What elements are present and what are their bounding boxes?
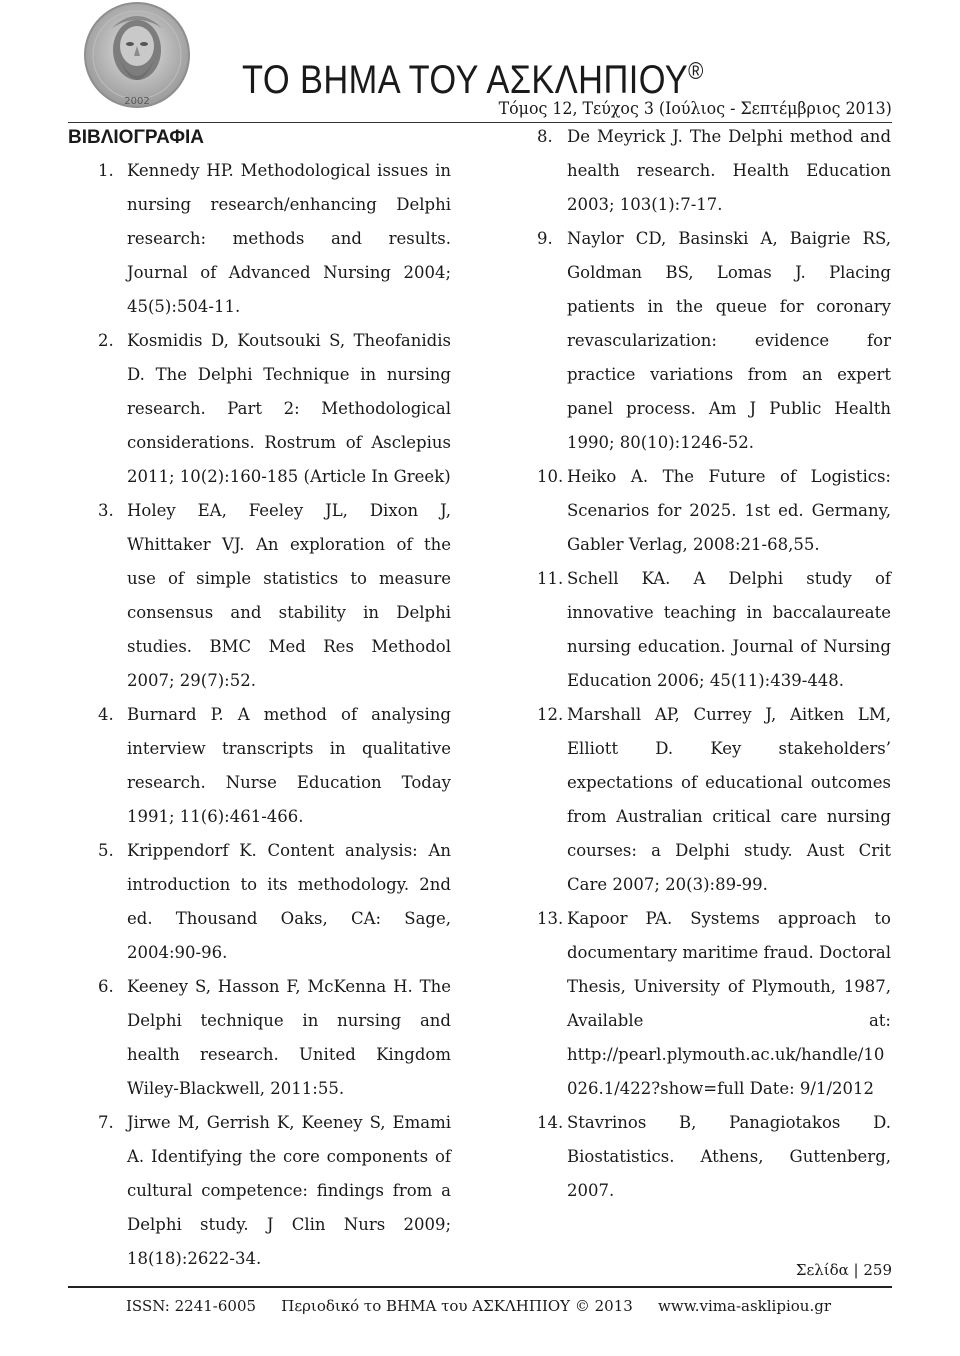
- reference-number: 5.: [98, 841, 114, 860]
- reference-item: [508, 222, 891, 460]
- reference-text: Burnard P. A method of analysing interview transcripts in qualitative research. Nurse Education Today 1991; 11(6):461-466.: [127, 705, 451, 826]
- reference-item: [68, 970, 451, 1106]
- reference-item: [508, 562, 891, 698]
- footer: [126, 1294, 831, 1318]
- reference-text: Krippendorf K. Content analysis: An introduction to its methodology. 2nd ed. Thousand Oaks, CA: Sage, 2004:90-96.: [127, 841, 451, 962]
- logo-year: 2002: [124, 96, 150, 107]
- reference-item: [508, 1106, 891, 1208]
- reference-number: 14.: [537, 1113, 564, 1132]
- reference-text: Holey EA, Feeley JL, Dixon J, Whittaker VJ. An exploration of the use of simple statistics to measure consensus and stability in Delphi studies. BMC Med Res Methodol 2007; 29(7):52.: [127, 501, 451, 690]
- footer-journal: Περιοδικό το ΒΗΜΑ του ΑΣΚΛΗΠΙΟΥ © 2013: [281, 1297, 633, 1315]
- reference-number: 12.: [537, 705, 564, 724]
- reference-text: Naylor CD, Basinski A, Baigrie RS, Goldman BS, Lomas J. Placing patients in the queue for coronary revascularization: evidence for practice variations from an expert panel process. Am J Public Health 1990; 80(10):1246-52.: [567, 229, 891, 452]
- reference-number: 1.: [98, 161, 114, 180]
- reference-number: 4.: [98, 705, 114, 724]
- asclepius-bust-logo: [72, 0, 202, 118]
- reference-text: Schell KA. A Delphi study of innovative teaching in baccalaureate nursing education. Journal of Nursing Education 2006; 45(11):439-448.: [567, 569, 891, 690]
- reference-number: 10.: [537, 467, 564, 486]
- reference-number: 8.: [537, 127, 553, 146]
- journal-title-text: ΤΟ ΒΗΜΑ ΤΟΥ ΑΣΚΛΗΠΙΟΥ: [242, 58, 689, 102]
- page-number: Σελίδα | 259: [795, 1261, 892, 1279]
- reference-number: 6.: [98, 977, 114, 996]
- footer-issn: ISSN: 2241-6005: [126, 1297, 257, 1315]
- reference-item: [68, 834, 451, 970]
- footer-website[interactable]: www.vima-asklipiou.gr: [658, 1297, 831, 1315]
- reference-text: Marshall AP, Currey J, Aitken LM, Elliott D. Key stakeholders’ expectations of educational outcomes from Australian critical care nursing courses: a Delphi study. Aust Crit Care 2007; 20(3):89-99.: [567, 705, 891, 894]
- reference-number: 7.: [98, 1113, 114, 1132]
- section-title: ΒΙΒΛΙΟΓΡΑΦΙΑ: [68, 127, 204, 148]
- reference-item: [68, 324, 451, 494]
- reference-text: Jirwe M, Gerrish K, Keeney S, Emami A. Identifying the core components of cultural competence: findings from a Delphi study. J Clin Nurs 2009; 18(18):2622-34.: [127, 1113, 451, 1268]
- references-left-column: [68, 154, 451, 1276]
- reference-item: [508, 698, 891, 902]
- reference-item: [68, 154, 451, 324]
- reference-item: [68, 494, 451, 698]
- reference-text: Kennedy HP. Methodological issues in nursing research/enhancing Delphi research: methods and results. Journal of Advanced Nursing 2004; 45(5):504-11.: [127, 161, 451, 316]
- reference-item: [68, 698, 451, 834]
- reference-number: 9.: [537, 229, 553, 248]
- footer-rule: [68, 1286, 892, 1288]
- reference-text: De Meyrick J. The Delphi method and health research. Health Education 2003; 103(1):7-17.: [567, 127, 891, 214]
- issue-line: Τόμος 12, Τεύχος 3 (Ιούλιος - Σεπτέμβριος 2013): [498, 99, 892, 119]
- reference-number: 13.: [537, 909, 564, 928]
- reference-number: 3.: [98, 501, 114, 520]
- reference-item: [68, 1106, 451, 1276]
- reference-text: Kapoor PA. Systems approach to documentary maritime fraud. Doctoral Thesis, University of Plymouth, 1987, Available at: http://pearl.plymouth.ac.uk/handle/10026.1/422?show=full Date: 9/1/2012: [567, 909, 892, 1098]
- reference-text: Keeney S, Hasson F, McKenna H. The Delphi technique in nursing and health research. United Kingdom Wiley-Blackwell, 2011:55.: [127, 977, 451, 1098]
- reference-text: Kosmidis D, Koutsouki S, Theofanidis D. The Delphi Technique in nursing research. Part 2: Methodological considerations. Rostrum of Asclepius 2011; 10(2):160-185 (Article In Greek): [127, 331, 451, 486]
- registered-mark: ®: [688, 58, 704, 85]
- reference-text: Heiko A. The Future of Logistics: Scenarios for 2025. 1st ed. Germany, Gabler Verlag, 2008:21-68,55.: [567, 467, 891, 554]
- reference-item: [508, 460, 891, 562]
- reference-number: 11.: [537, 569, 564, 588]
- reference-item: [508, 902, 891, 1106]
- reference-item: [508, 120, 891, 222]
- reference-text: Stavrinos B, Panagiotakos D. Biostatistics. Athens, Guttenberg, 2007.: [567, 1113, 891, 1200]
- references-right-column: [508, 120, 891, 1208]
- reference-number: 2.: [98, 331, 114, 350]
